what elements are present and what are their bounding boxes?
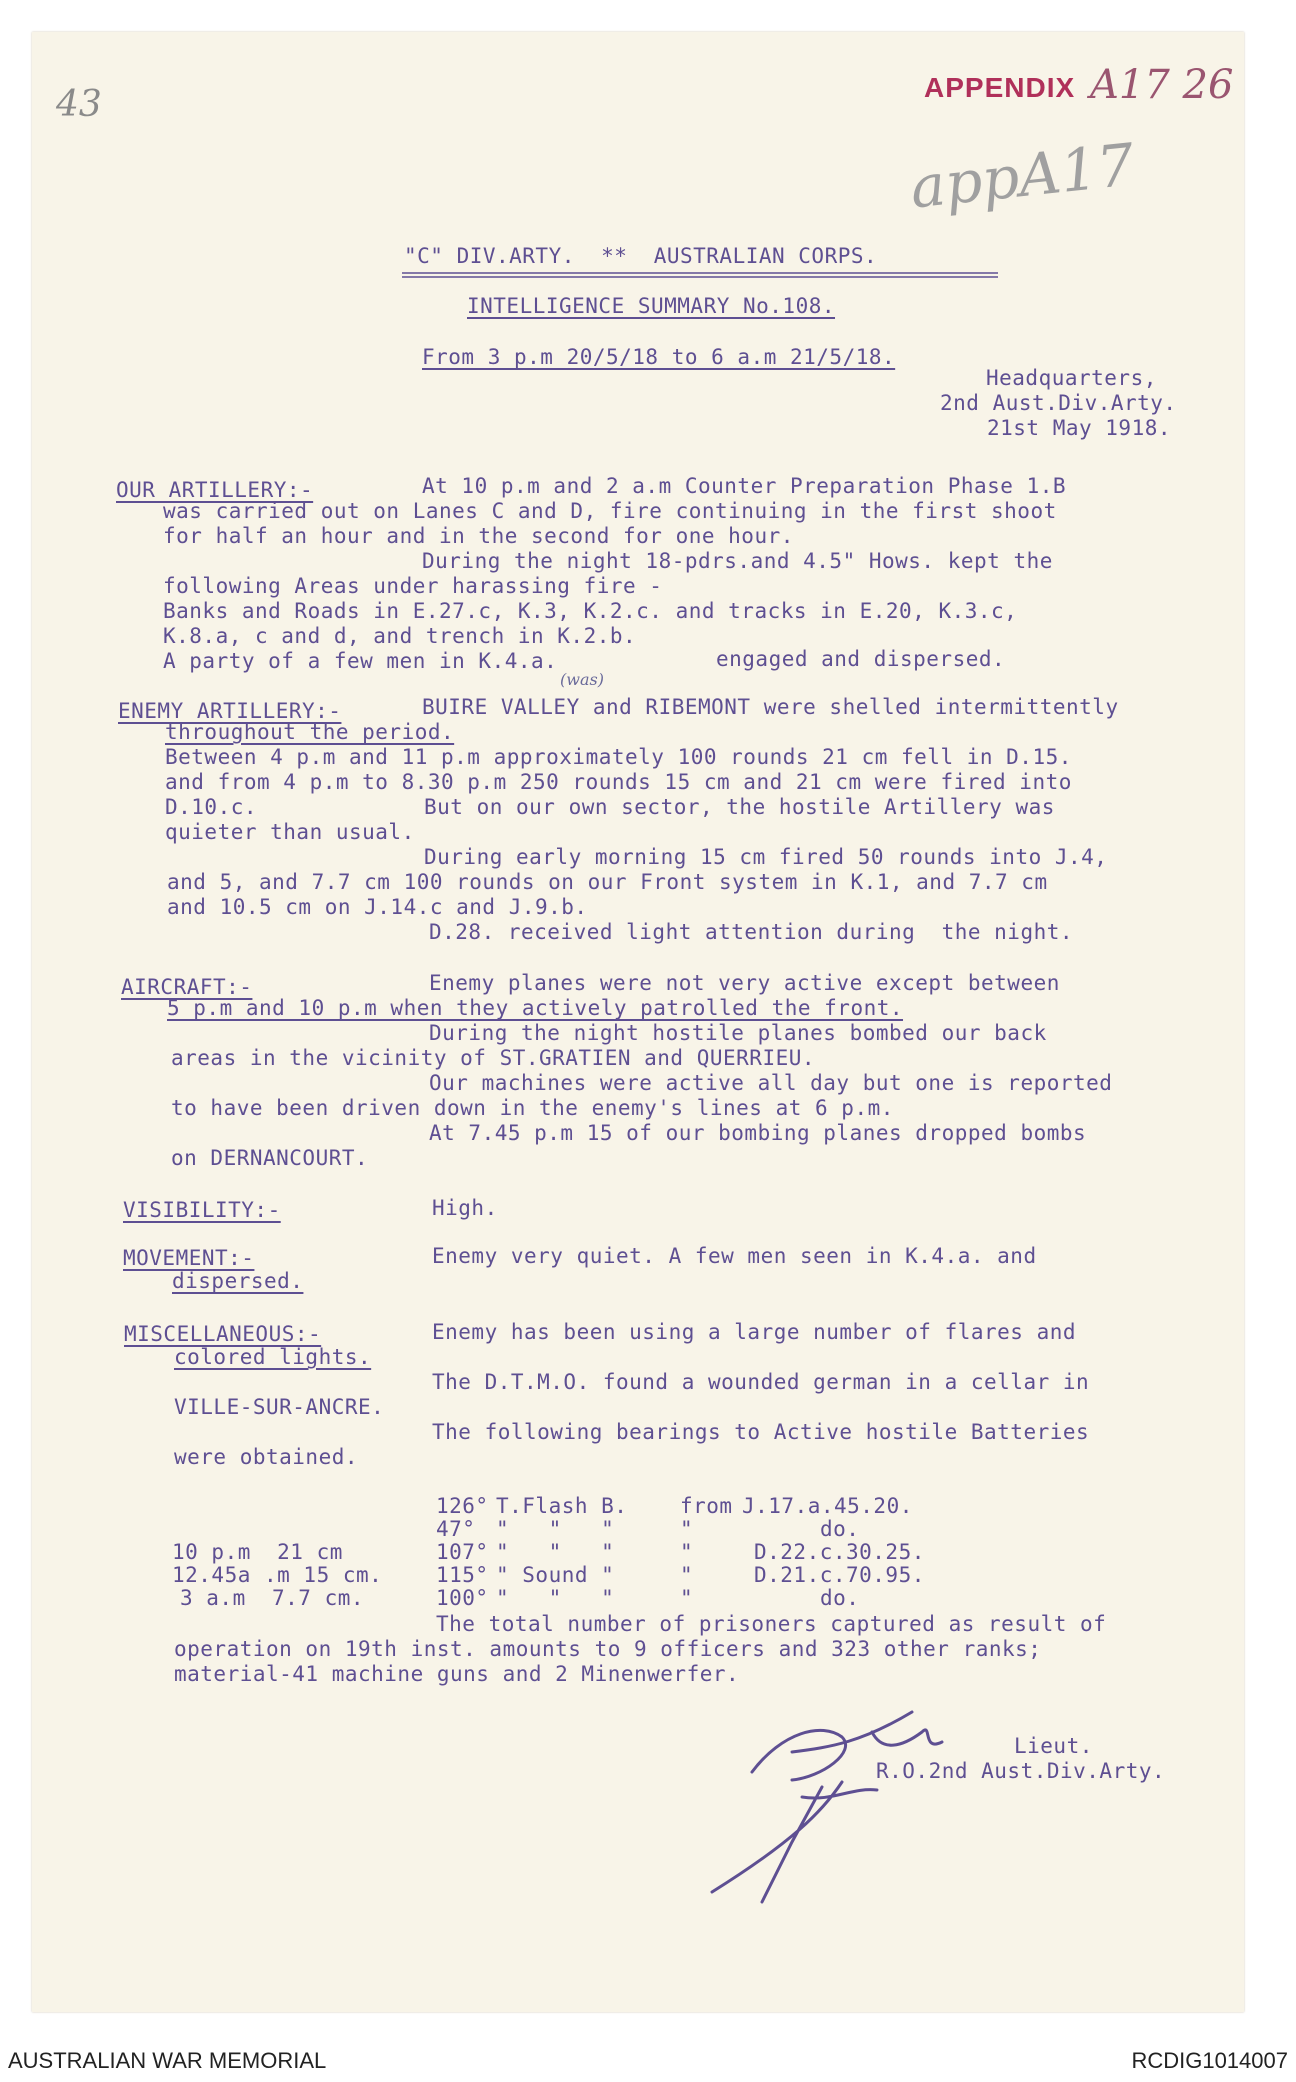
was-correction-note: (was) xyxy=(560,670,604,689)
misc-line: The following bearings to Active hostile Batteries xyxy=(432,1420,1090,1444)
our-artillery-line: At 10 p.m and 2 a.m Counter Preparation Phase 1.B xyxy=(422,474,1067,498)
aircraft-line: 5 p.m and 10 p.m when they actively patrolled the front. xyxy=(167,996,904,1020)
enemy-artillery-line: D.10.c. xyxy=(165,795,258,819)
signatory-position: R.O.2nd Aust.Div.Arty. xyxy=(876,1759,1166,1783)
movement-text: Enemy very quiet. A few men seen in K.4.a. and xyxy=(432,1244,1037,1268)
bearing-angle: 107° xyxy=(436,1540,489,1564)
bearing-map-ref: D.22.c.30.25. xyxy=(754,1540,925,1564)
our-artillery-heading: OUR ARTILLERY:- xyxy=(116,478,314,502)
document-page xyxy=(32,32,1244,2012)
hq-line-2: 2nd Aust.Div.Arty. xyxy=(940,391,1177,415)
aircraft-line: Our machines were active all day but one is reported xyxy=(429,1071,1113,1095)
movement-heading: MOVEMENT:- xyxy=(123,1246,255,1270)
misc-line: The D.T.M.O. found a wounded german in a cellar in xyxy=(432,1370,1090,1394)
enemy-artillery-line: quieter than usual. xyxy=(165,820,415,844)
prisoners-line: material-41 machine guns and 2 Minenwerfer. xyxy=(174,1662,740,1686)
miscellaneous-heading: MISCELLANEOUS:- xyxy=(124,1322,322,1346)
enemy-artillery-heading: ENEMY ARTILLERY:- xyxy=(118,699,342,723)
our-artillery-line: A party of a few men in K.4.a. xyxy=(163,649,558,673)
aircraft-line: on DERNANCOURT. xyxy=(171,1146,369,1170)
bearing-from: " xyxy=(680,1540,694,1564)
our-artillery-line: During the night 18-pdrs.and 4.5" Hows. kept the xyxy=(422,549,1053,573)
bearing-kind: " Sound " xyxy=(496,1563,615,1587)
bearing-from: " xyxy=(680,1563,694,1587)
misc-line: were obtained. xyxy=(174,1445,359,1469)
our-artillery-line: Banks and Roads in E.27.c, K.3, K.2.c. and tracks in E.20, K.3.c, xyxy=(163,599,1018,623)
misc-line: colored lights. xyxy=(174,1345,372,1369)
enemy-artillery-line: Between 4 p.m and 11 p.m approximately 100 rounds 21 cm fell in D.15. xyxy=(165,745,1072,769)
our-artillery-line: for half an hour and in the second for one hour. xyxy=(163,524,794,548)
misc-line: Enemy has been using a large number of flares and xyxy=(432,1320,1077,1344)
hq-date: 21st May 1918. xyxy=(987,416,1172,440)
visibility-value: High. xyxy=(432,1196,498,1220)
archive-credit: AUSTRALIAN WAR MEMORIAL xyxy=(8,2048,327,2073)
bearing-map-ref: do. xyxy=(820,1517,860,1541)
bearing-time-calibre: 10 p.m 21 cm xyxy=(172,1540,343,1564)
bearing-angle: 126° xyxy=(436,1494,489,1518)
enemy-artillery-line: and from 4 p.m to 8.30 p.m 250 rounds 15 cm and 21 cm were fired into xyxy=(165,770,1072,794)
enemy-artillery-line: throughout the period. xyxy=(165,720,455,744)
prisoners-line: operation on 19th inst. amounts to 9 officers and 323 other ranks; xyxy=(174,1637,1042,1661)
our-artillery-line: engaged and dispersed. xyxy=(716,647,1006,671)
bearing-time-calibre: 3 a.m 7.7 cm. xyxy=(180,1586,365,1610)
bearing-kind: T.Flash B. xyxy=(496,1494,628,1518)
aircraft-line: areas in the vicinity of ST.GRATIEN and QUERRIEU. xyxy=(171,1046,816,1070)
enemy-artillery-line: During early morning 15 cm fired 50 rounds into J.4, xyxy=(424,845,1108,869)
enemy-artillery-line: But on our own sector, the hostile Artillery was xyxy=(424,795,1055,819)
visibility-heading: VISIBILITY:- xyxy=(123,1198,281,1222)
bearing-from: " xyxy=(680,1586,694,1610)
bearing-kind: " " " xyxy=(496,1517,615,1541)
appendix-handwritten-number: A17 26 xyxy=(1090,62,1234,108)
bearing-angle: 47° xyxy=(436,1517,476,1541)
enemy-artillery-line: and 5, and 7.7 cm 100 rounds on our Front system in K.1, and 7.7 cm xyxy=(167,870,1048,894)
bearing-kind: " " " xyxy=(496,1540,615,1564)
bearing-angle: 115° xyxy=(436,1563,489,1587)
bearing-map-ref: D.21.c.70.95. xyxy=(754,1563,925,1587)
misc-line: VILLE-SUR-ANCRE. xyxy=(174,1395,385,1419)
aircraft-line: Enemy planes were not very active except between xyxy=(429,971,1060,995)
bearing-angle: 100° xyxy=(436,1586,489,1610)
bearing-map-ref: J.17.a.45.20. xyxy=(742,1494,913,1518)
app-handwritten-note: appA17 xyxy=(907,130,1138,222)
unit-line-double-underline xyxy=(402,272,998,280)
report-period: From 3 p.m 20/5/18 to 6 a.m 21/5/18. xyxy=(422,345,896,369)
enemy-artillery-line: D.28. received light attention during the night. xyxy=(429,920,1074,944)
aircraft-line: During the night hostile planes bombed our back xyxy=(429,1021,1047,1045)
our-artillery-line: was carried out on Lanes C and D, fire continuing in the first shoot xyxy=(163,499,1057,523)
appendix-stamp: APPENDIX xyxy=(924,72,1076,103)
bearing-map-ref: do. xyxy=(820,1586,860,1610)
our-artillery-line: K.8.a, c and d, and trench in K.2.b. xyxy=(163,624,637,648)
prisoners-line: The total number of prisoners captured as result of xyxy=(436,1612,1107,1636)
bearing-from: " xyxy=(680,1517,694,1541)
aircraft-line: to have been driven down in the enemy's lines at 6 p.m. xyxy=(171,1096,894,1120)
bearing-kind: " " " xyxy=(496,1586,615,1610)
archive-reference-id: RCDIG1014007 xyxy=(1131,2048,1288,2073)
signatory-rank: Lieut. xyxy=(1014,1734,1093,1758)
movement-text-cont: dispersed. xyxy=(172,1269,304,1293)
bearing-from: from xyxy=(680,1494,733,1518)
handwritten-signature xyxy=(672,1692,1012,1922)
enemy-artillery-line: and 10.5 cm on J.14.c and J.9.b. xyxy=(167,895,588,919)
summary-title: INTELLIGENCE SUMMARY No.108. xyxy=(467,294,836,318)
corner-reference-note: 43 xyxy=(56,84,102,125)
our-artillery-line: following Areas under harassing fire - xyxy=(163,574,663,598)
aircraft-line: At 7.45 p.m 15 of our bombing planes dropped bombs xyxy=(429,1121,1087,1145)
bearing-time-calibre: 12.45a .m 15 cm. xyxy=(172,1563,383,1587)
aircraft-heading: AIRCRAFT:- xyxy=(121,975,253,999)
hq-line-1: Headquarters, xyxy=(986,366,1157,390)
enemy-artillery-line: BUIRE VALLEY and RIBEMONT were shelled intermittently xyxy=(422,695,1119,719)
unit-line: "C" DIV.ARTY. ** AUSTRALIAN CORPS. xyxy=(404,244,878,268)
